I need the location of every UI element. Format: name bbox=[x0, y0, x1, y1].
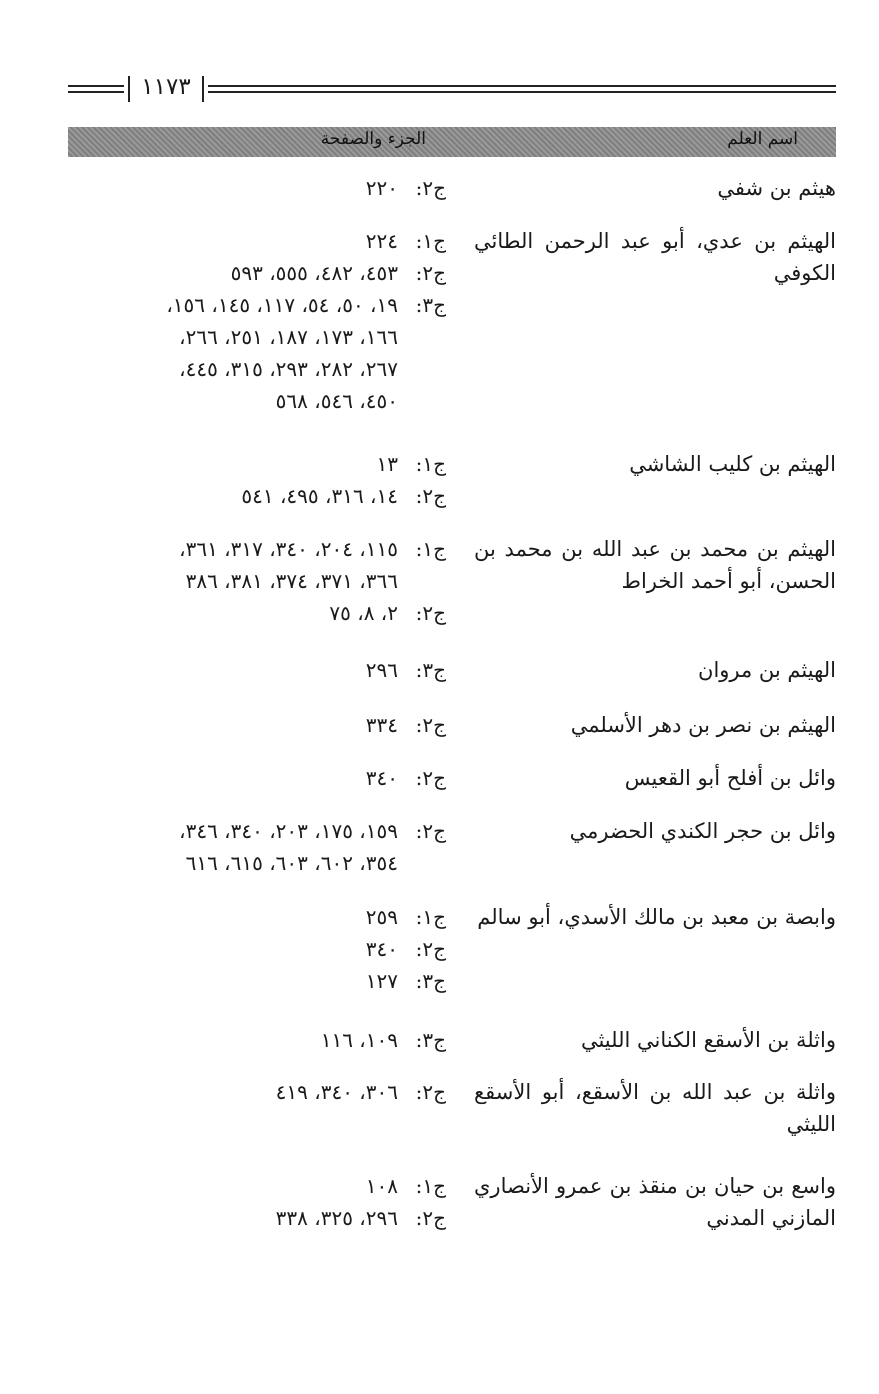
reference-line bbox=[68, 565, 446, 597]
page-list: ٣٤٠ bbox=[365, 766, 398, 790]
entry-references bbox=[68, 448, 446, 512]
page-list: ١٩، ٥٠، ٥٤، ١١٧، ١٤٥، ١٥٦، bbox=[166, 293, 398, 317]
reference-line bbox=[68, 1076, 446, 1108]
entry-references bbox=[68, 815, 446, 879]
volume-label: ج١: bbox=[415, 905, 446, 929]
page-list: ١٠٨ bbox=[365, 1174, 398, 1198]
volume-label: ج٣: bbox=[415, 658, 446, 682]
entry-name: الهيثم بن مروان bbox=[698, 658, 836, 682]
reference-line bbox=[68, 533, 446, 565]
volume-label: ج٢: bbox=[415, 713, 446, 737]
page-number: ١١٧٣ bbox=[141, 74, 191, 100]
table-header bbox=[68, 127, 836, 157]
volume-label: ج٣: bbox=[415, 1028, 446, 1052]
volume-label: ج٢: bbox=[415, 1206, 446, 1230]
page-list: ٢، ٨، ٧٥ bbox=[329, 601, 398, 625]
entry-name: الهيثم بن نصر بن دهر الأسلمي bbox=[570, 713, 836, 737]
volume-label: ج١: bbox=[415, 537, 446, 561]
entry-references bbox=[68, 901, 446, 997]
volume-label: ج٣: bbox=[415, 969, 446, 993]
page-list: ١٥٩، ١٧٥، ٢٠٣، ٣٤٠، ٣٤٦، bbox=[179, 819, 398, 843]
volume-label: ج١: bbox=[415, 229, 446, 253]
volume-label: ج٣: bbox=[415, 293, 446, 317]
page-list: ٤٥٠، ٥٤٦، ٥٦٨ bbox=[275, 389, 398, 413]
header-rule-left bbox=[68, 85, 124, 93]
reference-line bbox=[68, 321, 446, 353]
reference-line bbox=[68, 257, 446, 289]
entry-name: وابصة بن معبد بن مالك الأسدي، أبو سالم bbox=[477, 905, 836, 929]
entry-name: الهيثم بن عدي، أبو عبد الرحمن الطائي الكوفي bbox=[474, 229, 836, 285]
entry-references bbox=[68, 533, 446, 629]
reference-line bbox=[68, 762, 446, 794]
reference-line bbox=[68, 597, 446, 629]
page-list: ٢٩٦، ٣٢٥، ٣٣٨ bbox=[275, 1206, 398, 1230]
reference-line bbox=[68, 933, 446, 965]
entry-references bbox=[68, 1024, 446, 1056]
entry-name: هيثم بن شفي bbox=[717, 176, 836, 200]
page-list: ٢٢٤ bbox=[365, 229, 398, 253]
page-list: ٢٦٧، ٢٨٢، ٢٩٣، ٣١٥، ٤٤٥، bbox=[179, 357, 398, 381]
volume-label: ج٢: bbox=[415, 261, 446, 285]
reference-line bbox=[68, 1170, 446, 1202]
volume-label: ج٢: bbox=[415, 937, 446, 961]
page-list: ١٠٩، ١١٦ bbox=[320, 1028, 398, 1052]
header-rule-right bbox=[208, 85, 836, 93]
page-list: ٣٤٠ bbox=[365, 937, 398, 961]
volume-label: ج٢: bbox=[415, 484, 446, 508]
page-list: ٣٣٤ bbox=[365, 713, 398, 737]
entry-name: الهيثم بن محمد بن عبد الله بن محمد بن الحسن، أبو أحمد الخراط bbox=[474, 537, 836, 593]
page-header bbox=[68, 76, 836, 106]
reference-line bbox=[68, 289, 446, 321]
reference-line bbox=[68, 448, 446, 480]
reference-line bbox=[68, 815, 446, 847]
page-list: ٣٥٤، ٦٠٢، ٦٠٣، ٦١٥، ٦١٦ bbox=[185, 851, 398, 875]
entry-references bbox=[68, 1076, 446, 1108]
header-divider bbox=[202, 76, 204, 102]
volume-label: ج٢: bbox=[415, 1080, 446, 1104]
reference-line bbox=[68, 172, 446, 204]
reference-line bbox=[68, 1024, 446, 1056]
page-list: ١٤، ٣١٦، ٤٩٥، ٥٤١ bbox=[241, 484, 398, 508]
reference-line bbox=[68, 709, 446, 741]
reference-line bbox=[68, 965, 446, 997]
page-list: ٢٢٠ bbox=[365, 176, 398, 200]
reference-line bbox=[68, 901, 446, 933]
column-header-name: اسم العلم bbox=[727, 129, 798, 149]
entry-name: وائل بن أفلح أبو القعيس bbox=[624, 766, 836, 790]
entry-references bbox=[68, 762, 446, 794]
entry-name: واثلة بن الأسقع الكناني الليثي bbox=[580, 1028, 836, 1052]
entry-references bbox=[68, 709, 446, 741]
page-list: ١٦٦، ١٧٣، ١٨٧، ٢٥١، ٢٦٦، bbox=[179, 325, 398, 349]
volume-label: ج٢: bbox=[415, 819, 446, 843]
entry-references bbox=[68, 654, 446, 686]
reference-line bbox=[68, 1202, 446, 1234]
reference-line bbox=[68, 225, 446, 257]
entry-name: واثلة بن عبد الله بن الأسقع، أبو الأسقع الليثي bbox=[474, 1080, 836, 1136]
page-list: ١٣ bbox=[376, 452, 398, 476]
page-list: ١٢٧ bbox=[365, 969, 398, 993]
reference-line bbox=[68, 353, 446, 385]
reference-line bbox=[68, 480, 446, 512]
column-header-refs: الجزء والصفحة bbox=[320, 129, 426, 149]
volume-label: ج٢: bbox=[415, 601, 446, 625]
page-list: ٤٥٣، ٤٨٢، ٥٥٥، ٥٩٣ bbox=[230, 261, 398, 285]
reference-line bbox=[68, 385, 446, 417]
page-list: ٣٠٦، ٣٤٠، ٤١٩ bbox=[275, 1080, 398, 1104]
entry-name: واسع بن حيان بن منقذ بن عمرو الأنصاري المازني المدني bbox=[474, 1174, 836, 1230]
page-list: ٢٩٦ bbox=[365, 658, 398, 682]
volume-label: ج١: bbox=[415, 452, 446, 476]
reference-line bbox=[68, 847, 446, 879]
entry-name: وائل بن حجر الكندي الحضرمي bbox=[569, 819, 836, 843]
entry-references bbox=[68, 172, 446, 204]
volume-label: ج١: bbox=[415, 1174, 446, 1198]
page-list: ٣٦٦، ٣٧١، ٣٧٤، ٣٨١، ٣٨٦ bbox=[185, 569, 398, 593]
header-divider bbox=[128, 76, 130, 102]
page-list: ٢٥٩ bbox=[365, 905, 398, 929]
volume-label: ج٢: bbox=[415, 176, 446, 200]
entry-references bbox=[68, 225, 446, 417]
entry-references bbox=[68, 1170, 446, 1234]
entry-name: الهيثم بن كليب الشاشي bbox=[629, 452, 836, 476]
page-list: ١١٥، ٢٠٤، ٣٤٠، ٣١٧، ٣٦١، bbox=[179, 537, 398, 561]
volume-label: ج٢: bbox=[415, 766, 446, 790]
reference-line bbox=[68, 654, 446, 686]
